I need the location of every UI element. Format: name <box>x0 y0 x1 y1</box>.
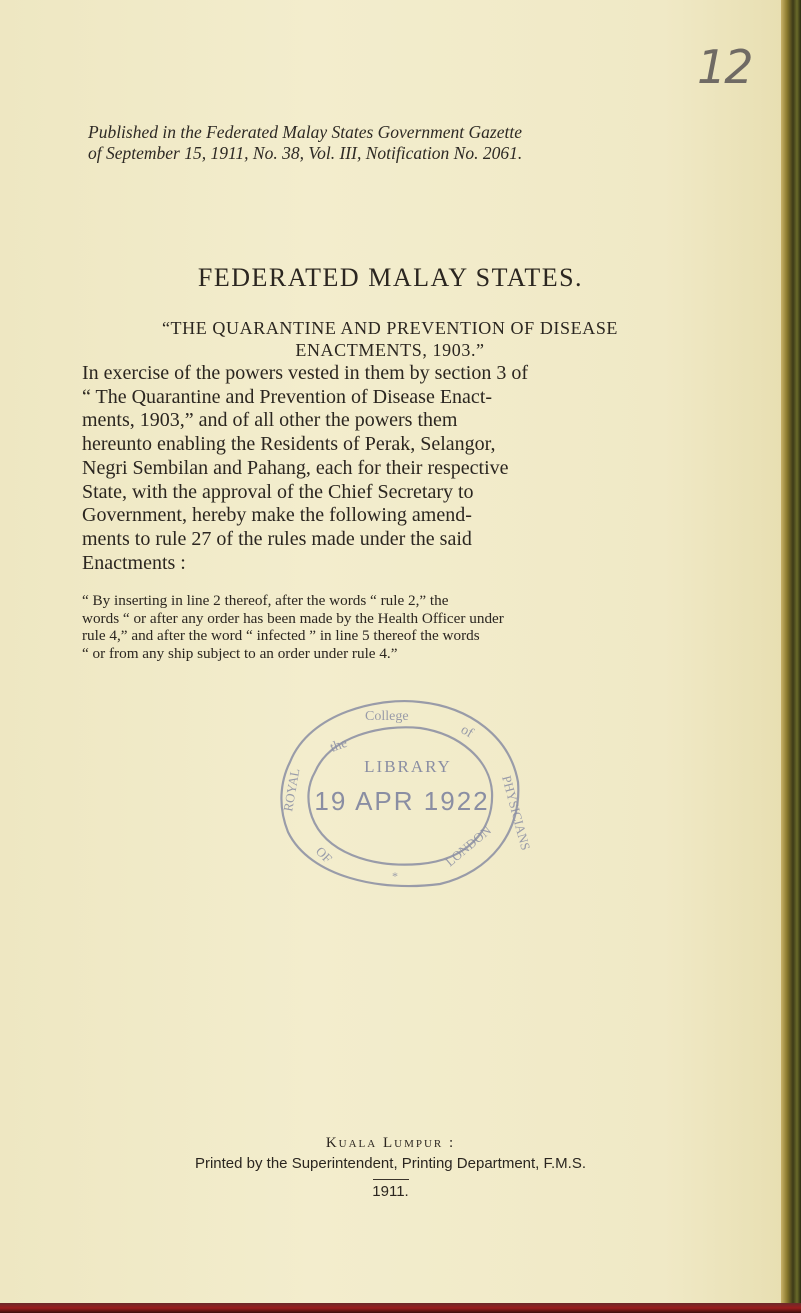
body-line: “ The Quarantine and Prevention of Disease Enact- <box>82 385 493 408</box>
body-line: Enactments : <box>82 551 186 574</box>
stamp-label: LIBRARY <box>364 757 452 776</box>
stamp-date: 19 APR 1922 <box>314 786 490 816</box>
body-line: In exercise of the powers vested in them by section 3 of <box>82 362 528 384</box>
enactment-title-line-2: ENACTMENTS, 1903.” <box>295 340 485 360</box>
document-heading: FEDERATED MALAY STATES. <box>197 263 584 292</box>
amendment-line: “ By inserting in line 2 thereof, after the words “ rule 2,” the <box>82 592 449 609</box>
body-line: Government, hereby make the following amend- <box>82 504 472 527</box>
enactment-title <box>80 317 700 361</box>
svg-text:*: * <box>392 869 398 883</box>
amendment-line: rule 4,” and after the word “ infected ” in line 5 thereof the words <box>82 627 480 644</box>
svg-text:PHYSICIANS: PHYSICIANS <box>499 773 534 852</box>
handwritten-page-number: 12 <box>697 40 752 94</box>
body-line: State, with the approval of the Chief Secretary to <box>82 480 474 503</box>
svg-text:the: the <box>328 735 350 756</box>
publication-note-line-2: of September 15, 1911, No. 38, Vol. III, Notification No. 2061. <box>88 143 523 163</box>
page-bottom-edge <box>0 1303 801 1313</box>
imprint-printer: Printed by the Superintendent, Printing Department, F.M.S. <box>194 1155 587 1172</box>
imprint-place: Kuala Lumpur : <box>325 1135 456 1151</box>
svg-text:College: College <box>365 709 409 724</box>
notification-body <box>82 362 722 575</box>
svg-text:OF: OF <box>312 843 336 866</box>
year-rule <box>373 1179 409 1180</box>
amendment-line: words “ or after any order has been made by the Health Officer under <box>82 609 504 627</box>
svg-text:of: of <box>458 722 476 742</box>
svg-text:LONDON: LONDON <box>442 822 494 870</box>
enactment-title-line-1: “THE QUARANTINE AND PREVENTION OF DISEASE <box>161 318 619 338</box>
publication-note <box>88 122 768 164</box>
amendment-text <box>82 592 722 662</box>
body-line: hereunto enabling the Residents of Perak, Selangor, <box>82 433 496 456</box>
body-line: ments, 1903,” and of all other the powers them <box>82 409 458 432</box>
body-line: Negri Sembilan and Pahang, each for their respective <box>82 456 509 479</box>
body-line: ments to rule 27 of the rules made under the said <box>82 527 472 550</box>
publication-note-line-1: Published in the Federated Malay States Government Gazette <box>88 122 522 142</box>
amendment-line: “ or from any ship subject to an order under rule 4.” <box>82 644 398 662</box>
svg-text:ROYAL: ROYAL <box>280 767 303 813</box>
book-binding-edge <box>781 0 801 1313</box>
library-stamp <box>270 692 534 892</box>
imprint-year: 1911. <box>372 1183 409 1200</box>
